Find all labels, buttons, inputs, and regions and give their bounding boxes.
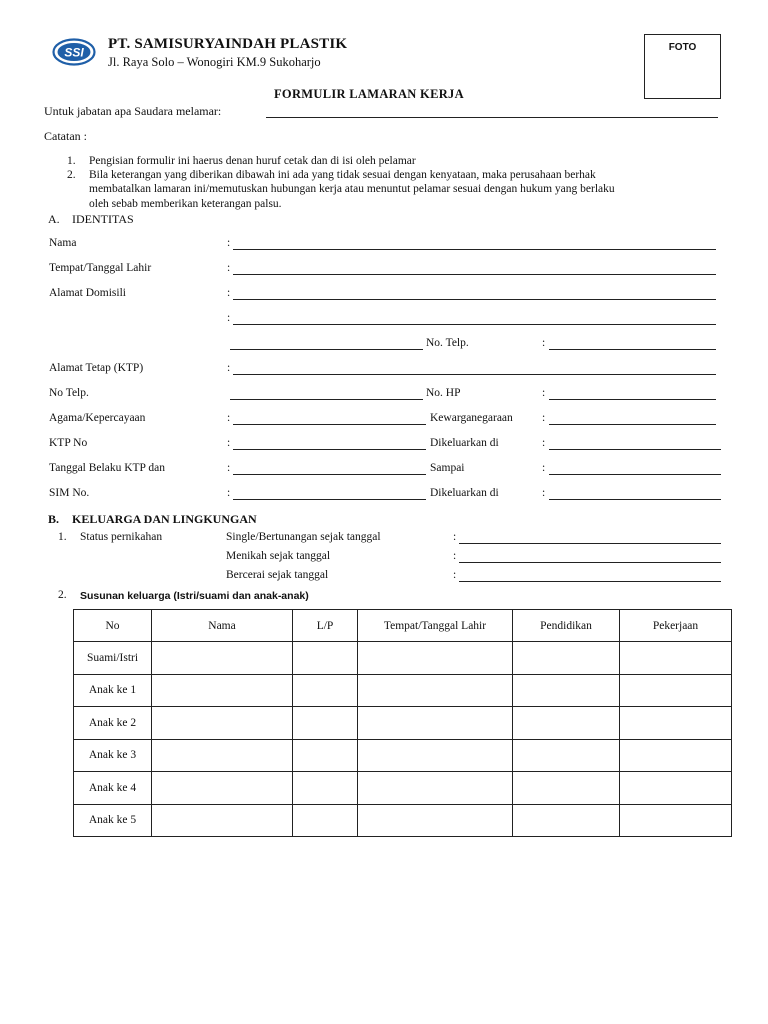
ktp-address-input-line[interactable] (233, 374, 716, 375)
field-label-until: Sampai (430, 462, 465, 474)
marital-option: Menikah sejak tanggal (226, 550, 331, 562)
section-b-title: KELUARGA DAN LINGKUNGAN (72, 512, 257, 526)
table-cell[interactable] (358, 772, 513, 805)
field-label-phone-inline: No. Telp. (426, 337, 469, 349)
domicile-input-line[interactable] (233, 299, 716, 300)
table-cell[interactable] (358, 804, 513, 837)
table-cell[interactable] (358, 739, 513, 772)
note-text: membatalkan lamaran ini/memutuskan hubungan kerja atau menuntut pelamar sesuai dengan hukum yang berlaku (89, 183, 615, 195)
table-cell[interactable] (293, 642, 358, 675)
note-text: Pengisian formulir ini haerus denan huruf cetak dan di isi oleh pelamar (89, 155, 416, 167)
note-number: 2. (67, 169, 76, 181)
phone-input-line[interactable] (230, 399, 423, 400)
table-header: Pendidikan (513, 610, 620, 642)
note-text: Bila keterangan yang diberikan dibawah ini ada yang tidak sesuai dengan kenyataan, maka perusahaan berhak (89, 169, 596, 181)
field-label-name: Nama (49, 237, 77, 249)
issued-at-input-line[interactable] (549, 449, 721, 450)
table-header: Tempat/Tanggal Lahir (358, 610, 513, 642)
citizenship-input-line[interactable] (549, 424, 716, 425)
table-cell[interactable] (513, 739, 620, 772)
table-cell[interactable] (293, 772, 358, 805)
table-cell[interactable] (513, 707, 620, 740)
field-label-sim-no: SIM No. (49, 487, 90, 499)
table-row (74, 739, 732, 772)
photo-label: FOTO (668, 42, 697, 53)
colon: : (227, 412, 231, 424)
logo-text: SSI (64, 45, 84, 60)
colon: : (542, 462, 546, 474)
position-input-line[interactable] (266, 117, 718, 118)
marital-input-line[interactable] (459, 562, 721, 563)
table-row (74, 804, 732, 837)
section-a-title: IDENTITAS (72, 212, 134, 226)
colon: : (227, 287, 231, 299)
table-cell[interactable] (620, 772, 732, 805)
field-label-birth: Tempat/Tanggal Lahir (49, 262, 152, 274)
table-row (74, 707, 732, 740)
note-text: oleh sebab memberikan keterangan palsu. (89, 198, 282, 210)
row-label: Anak ke 3 (74, 739, 152, 772)
table-cell[interactable] (620, 642, 732, 675)
row-label: Anak ke 1 (74, 674, 152, 707)
table-cell[interactable] (152, 674, 293, 707)
until-input-line[interactable] (549, 474, 721, 475)
table-cell[interactable] (358, 674, 513, 707)
table-header: Nama (152, 610, 293, 642)
colon: : (227, 237, 231, 249)
table-header: Pekerjaan (620, 610, 732, 642)
table-cell[interactable] (293, 804, 358, 837)
domicile-input-line-3[interactable] (230, 349, 423, 350)
ktp-valid-input-line[interactable] (233, 474, 426, 475)
colon: : (542, 487, 546, 499)
table-cell[interactable] (513, 642, 620, 675)
field-label-hp: No. HP (426, 387, 461, 399)
field-label-issued-at-2: Dikeluarkan di (430, 487, 499, 499)
table-cell[interactable] (293, 739, 358, 772)
note-number: 1. (67, 155, 76, 167)
hp-input-line[interactable] (549, 399, 716, 400)
colon: : (227, 262, 231, 274)
domicile-input-line-2[interactable] (233, 324, 716, 325)
field-label-issued-at: Dikeluarkan di (430, 437, 499, 449)
form-title: FORMULIR LAMARAN KERJA (274, 87, 464, 101)
table-cell[interactable] (513, 674, 620, 707)
table-header: No (74, 610, 152, 642)
marital-option: Bercerai sejak tanggal (226, 569, 329, 581)
table-row (74, 642, 732, 675)
company-address: Jl. Raya Solo – Wonogiri KM.9 Sukoharjo (108, 55, 321, 69)
item1-label: Status pernikahan (80, 531, 163, 543)
section-b-letter: B. (48, 512, 60, 526)
table-cell[interactable] (152, 707, 293, 740)
table-cell[interactable] (293, 707, 358, 740)
sim-no-input-line[interactable] (233, 499, 426, 500)
field-label-domicile: Alamat Domisili (49, 287, 126, 299)
table-cell[interactable] (513, 772, 620, 805)
item1-number: 1. (58, 531, 67, 543)
table-cell[interactable] (152, 804, 293, 837)
table-row (74, 772, 732, 805)
photo-box[interactable] (644, 34, 721, 99)
colon: : (542, 387, 546, 399)
colon: : (227, 312, 231, 324)
table-cell[interactable] (293, 674, 358, 707)
table-row (74, 674, 732, 707)
table-cell[interactable] (620, 674, 732, 707)
section-a-letter: A. (48, 212, 60, 226)
table-header: L/P (293, 610, 358, 642)
table-cell[interactable] (620, 707, 732, 740)
field-label-citizenship: Kewarganegaraan (430, 412, 513, 424)
table-cell[interactable] (513, 804, 620, 837)
field-label-religion: Agama/Kepercayaan (49, 412, 146, 424)
row-label: Suami/Istri (74, 642, 152, 675)
table-header-row (74, 610, 732, 642)
colon: : (227, 487, 231, 499)
ktp-no-input-line[interactable] (233, 449, 426, 450)
marital-input-line[interactable] (459, 581, 721, 582)
table-cell[interactable] (358, 707, 513, 740)
position-question: Untuk jabatan apa Saudara melamar: (44, 104, 222, 118)
company-name: PT. SAMISURYAINDAH PLASTIK (108, 36, 348, 52)
table-cell[interactable] (152, 642, 293, 675)
field-label-ktp-valid: Tanggal Belaku KTP dan (49, 462, 165, 474)
marital-option: Single/Bertunangan sejak tanggal (226, 531, 381, 543)
colon: : (542, 437, 546, 449)
colon: : (227, 362, 231, 374)
colon: : (453, 569, 457, 581)
colon: : (453, 550, 457, 562)
field-label-phone: No Telp. (49, 387, 89, 399)
issued-at-2-input-line[interactable] (549, 499, 721, 500)
table-cell[interactable] (152, 739, 293, 772)
field-label-ktp-no: KTP No (49, 437, 88, 449)
item2-label: Susunan keluarga (Istri/suami dan anak-anak) (80, 590, 309, 602)
row-label: Anak ke 5 (74, 804, 152, 837)
company-logo (52, 38, 96, 66)
colon: : (453, 531, 457, 543)
marital-input-line[interactable] (459, 543, 721, 544)
table-cell[interactable] (152, 772, 293, 805)
table-cell[interactable] (620, 739, 732, 772)
table-cell[interactable] (358, 642, 513, 675)
phone-inline-input-line[interactable] (549, 349, 716, 350)
family-table (73, 609, 732, 837)
birth-input-line[interactable] (233, 274, 716, 275)
colon: : (542, 412, 546, 424)
row-label: Anak ke 4 (74, 772, 152, 805)
field-label-ktp-address: Alamat Tetap (KTP) (49, 362, 144, 374)
religion-input-line[interactable] (233, 424, 426, 425)
item2-number: 2. (58, 589, 67, 601)
colon: : (227, 462, 231, 474)
notes-label: Catatan : (44, 129, 87, 143)
colon: : (227, 437, 231, 449)
table-cell[interactable] (620, 804, 732, 837)
colon: : (542, 337, 546, 349)
name-input-line[interactable] (233, 249, 716, 250)
row-label: Anak ke 2 (74, 707, 152, 740)
